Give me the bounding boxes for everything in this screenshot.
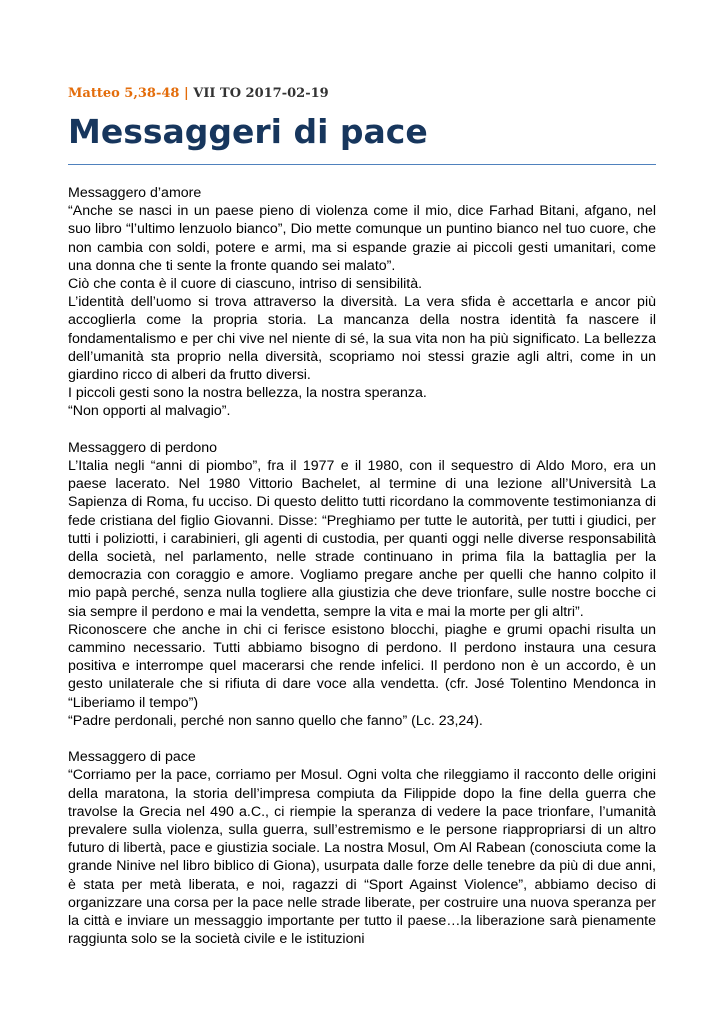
paragraph: L’identità dell’uomo si trova attraverso la diversità. La vera sfida è accettarla e ancor più accoglierla come la propria storia. La mancanza della nostra identità fa nascere il fondamentalismo e per chi vive nel niente di sé, la sua vita non ha più significato. La bellezza dell’umanità sta proprio nella diversità, scopriamo noi stessi grazie agli altri, come in un giardino ricco di alberi da frutto diversi. — [68, 294, 656, 384]
paragraph: I piccoli gesti sono la nostra bellezza, la nostra speranza. — [68, 385, 427, 402]
paragraph: “Anche se nasci in un paese pieno di violenza come il mio, dice Farhad Bitani, afgano, nel suo libro “l’ultimo lenzuolo bianco”, Dio mette comunque un puntino bianco nel tuo cuore, che non cambia con soldi, potere e armi, ma si espande grazie ai piccoli gesti umanitari, come una donna che ti sente la fronte quando sei malato”. — [68, 203, 656, 274]
section-heading: Messaggero d’amore — [68, 185, 202, 201]
title-divider — [68, 164, 656, 165]
paragraph: “Non opporti al malvagio”. — [68, 403, 231, 420]
page-title: Messaggeri di pace — [68, 112, 428, 151]
paragraph: “Corriamo per la pace, corriamo per Mosul. Ogni volta che rileggiamo il racconto delle origini della maratona, la storia dell’impresa compiuta da Filippide dopo la fine della guerra che travolse la Grecia nel 490 a.C., ci riempie la speranza di vedere la pace trionfare, l’umanità prevalere sulla violenza, sulla guerra, sull’estremismo e le persone riappropriarsi di un altro futuro di libertà, pace e giustizia sociale. La nostra Mosul, Om Al Rabean (conosciuta come la grande Ninive nel libro biblico di Giona), usurpata dalle forze delle tenebre da più di due anni, è stata per metà liberata, e noi, ragazzi di “Sport Against Violence”, abbiamo deciso di organizzare una corsa per la pace nelle strade liberate, per costruire una nuova speranza per la città e inviare un messaggio importante per tutto il paese…la liberazione sarà pienamente raggiunta solo se la società civile e le istituzioni — [68, 767, 656, 948]
paragraph: L’Italia negli “anni di piombo”, fra il 1977 e il 1980, con il sequestro di Aldo Moro, era un paese lacerato. Nel 1980 Vittorio Bachelet, al termine di una lezione all’Università La Sapienza di Roma, fu ucciso. Di questo delitto tutti ricordano la commovente testimonianza di fede cristiana del figlio Giovanni. Disse: “Preghiamo per tutte le autorità, per tutti i giudici, per tutti i poliziotti, i carabinieri, gli agenti di custodia, per quanti oggi nelle diverse responsabilità della società, nel parlamento, nelle strade continuano in prima fila la battaglia per la democrazia con coraggio e amore. Vogliamo pregare anche per quelli che hanno colpito il mio papà perché, senza nulla togliere alla giustizia che deve trionfare, sulle nostre bocche ci sia sempre il perdono e mai la vendetta, sempre la vita e mai la morte per gli altri”. — [68, 458, 656, 620]
header-line — [68, 86, 329, 101]
section-peace — [68, 748, 656, 948]
document-body — [68, 184, 656, 967]
paragraph: Ciò che conta è il cuore di ciascuno, intriso di sensibilità. — [68, 276, 423, 293]
header-separator: | — [183, 86, 189, 101]
section-heading: Messaggero di pace — [68, 749, 196, 766]
section-forgiveness — [68, 439, 656, 730]
paragraph: Riconoscere che anche in chi ci ferisce esistono blocchi, piaghe e grumi opachi risulta un cammino necessario. Tutti abbiamo bisogno di perdono. Il perdono instaura una cesura positiva e interrompe quel macerarsi che rende infelici. Il perdono non è un accordo, è un gesto unilaterale che si rifiuta di dare voce alla vendetta. (cfr. José Tolentino Mendonca in “Liberiamo il tempo”) — [68, 621, 656, 711]
paragraph: “Padre perdonali, perché non sanno quello che fanno” (Lc. 23,24). — [68, 712, 483, 729]
section-love — [68, 184, 656, 421]
liturgical-date: VII TO 2017-02-19 — [193, 86, 329, 101]
section-heading: Messaggero di perdono — [68, 439, 218, 456]
gospel-reference: Matteo 5,38-48 — [68, 86, 180, 101]
